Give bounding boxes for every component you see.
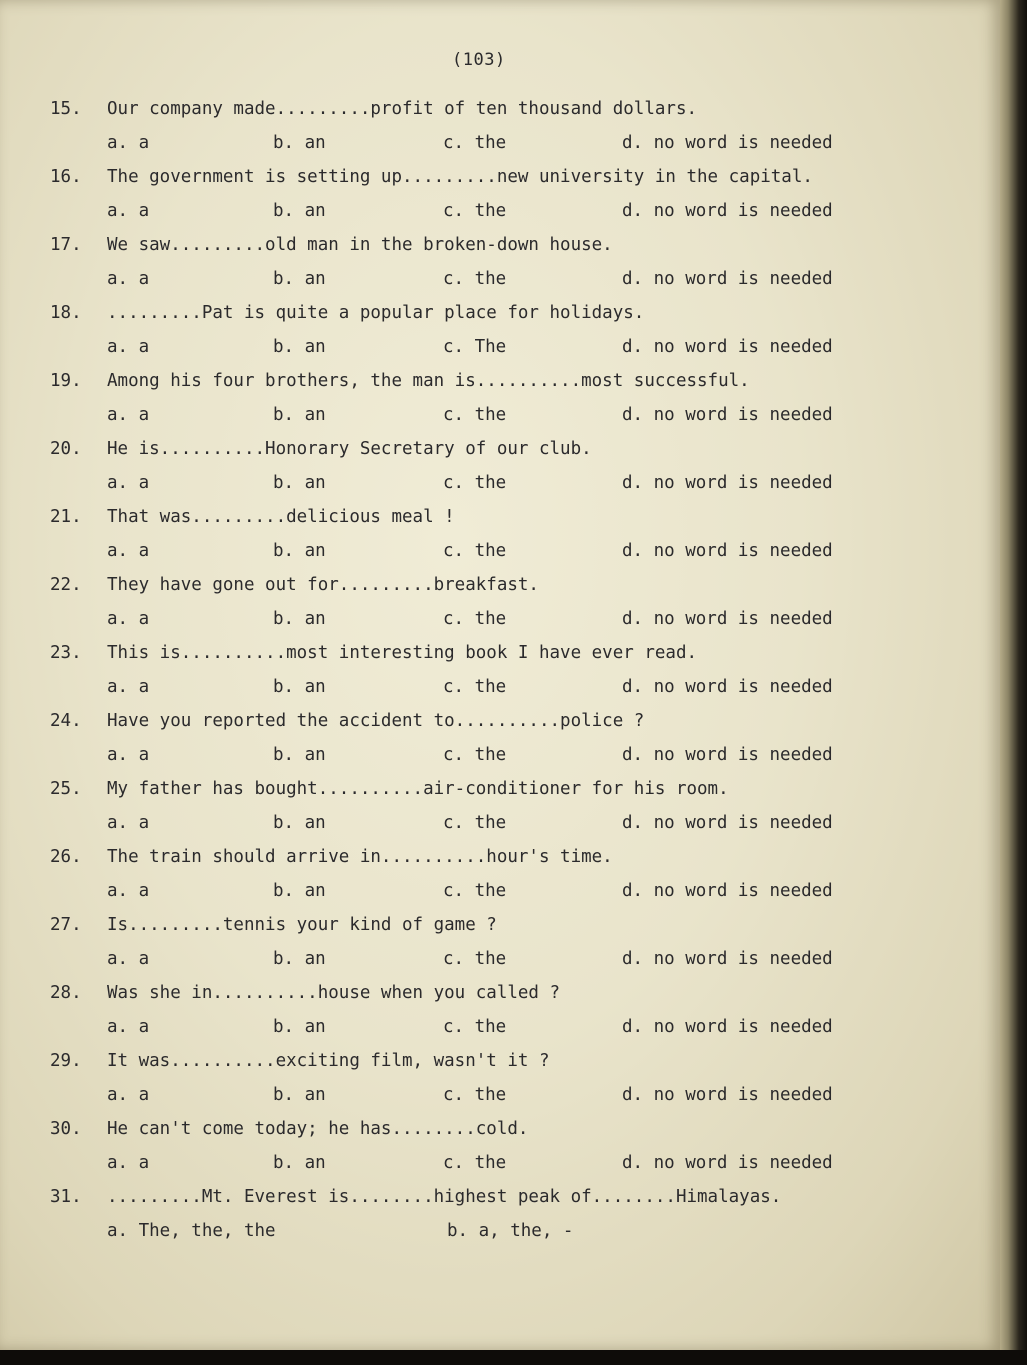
- option-a: a. a: [107, 269, 150, 289]
- question-number: 28.: [50, 983, 82, 1003]
- page-edge-shadow: [1000, 0, 1027, 1365]
- option-d: d. no word is needed: [622, 949, 833, 969]
- option-a: a. a: [107, 133, 150, 153]
- option-a: a. a: [107, 745, 150, 765]
- question-number: 23.: [50, 643, 82, 663]
- question-stem: .........Pat is quite a popular place for holidays.: [107, 303, 645, 323]
- option-b: b. an: [273, 201, 326, 221]
- option-c: c. the: [443, 677, 507, 697]
- question-number: 22.: [50, 575, 82, 595]
- question-number: 29.: [50, 1051, 82, 1071]
- option-d: d. no word is needed: [622, 881, 833, 901]
- option-c: c. the: [443, 201, 507, 221]
- option-a: a. a: [107, 473, 150, 493]
- option-b: b. an: [273, 473, 326, 493]
- question-number: 27.: [50, 915, 82, 935]
- question-number: 21.: [50, 507, 82, 527]
- option-d: d. no word is needed: [622, 745, 833, 765]
- option-a: a. a: [107, 881, 150, 901]
- question-stem: Have you reported the accident to..........police ?: [107, 711, 645, 731]
- question-number: 19.: [50, 371, 82, 391]
- option-d: d. no word is needed: [622, 337, 833, 357]
- option-d: d. no word is needed: [622, 405, 833, 425]
- option-a: a. a: [107, 541, 150, 561]
- option-c: c. the: [443, 405, 507, 425]
- option-a: a. a: [107, 1085, 150, 1105]
- option-d: d. no word is needed: [622, 609, 833, 629]
- question-stem: The government is setting up.........new university in the capital.: [107, 167, 813, 187]
- option-d: d. no word is needed: [622, 1085, 833, 1105]
- question-number: 15.: [50, 99, 82, 119]
- option-a: a. The, the, the: [107, 1221, 276, 1241]
- option-d: d. no word is needed: [622, 541, 833, 561]
- question-stem: .........Mt. Everest is........highest peak of........Himalayas.: [107, 1187, 782, 1207]
- option-c: c. the: [443, 1085, 507, 1105]
- question-stem: This is..........most interesting book I have ever read.: [107, 643, 698, 663]
- option-c: c. The: [443, 337, 507, 357]
- question-stem: He can't come today; he has........cold.: [107, 1119, 529, 1139]
- question-stem: Among his four brothers, the man is..........most successful.: [107, 371, 750, 391]
- option-c: c. the: [443, 609, 507, 629]
- option-c: c. the: [443, 881, 507, 901]
- option-c: c. the: [443, 133, 507, 153]
- page-number: (103): [452, 50, 506, 70]
- option-c: c. the: [443, 745, 507, 765]
- option-b: b. an: [273, 745, 326, 765]
- question-number: 31.: [50, 1187, 82, 1207]
- question-stem: My father has bought..........air-conditioner for his room.: [107, 779, 729, 799]
- bottom-border: [0, 1350, 1027, 1365]
- option-b: b. an: [273, 133, 326, 153]
- option-a: a. a: [107, 337, 150, 357]
- option-c: c. the: [443, 269, 507, 289]
- option-d: d. no word is needed: [622, 1017, 833, 1037]
- option-a: a. a: [107, 813, 150, 833]
- option-c: c. the: [443, 1017, 507, 1037]
- option-a: a. a: [107, 201, 150, 221]
- question-number: 26.: [50, 847, 82, 867]
- question-stem: It was..........exciting film, wasn't it ?: [107, 1051, 550, 1071]
- question-stem: They have gone out for.........breakfast.: [107, 575, 539, 595]
- option-a: a. a: [107, 1017, 150, 1037]
- question-number: 30.: [50, 1119, 82, 1139]
- option-b: b. an: [273, 405, 326, 425]
- question-number: 20.: [50, 439, 82, 459]
- question-stem: Is.........tennis your kind of game ?: [107, 915, 497, 935]
- question-number: 24.: [50, 711, 82, 731]
- option-d: d. no word is needed: [622, 133, 833, 153]
- option-b: b. an: [273, 269, 326, 289]
- option-b: b. an: [273, 949, 326, 969]
- option-c: c. the: [443, 813, 507, 833]
- option-b: b. a, the, -: [447, 1221, 574, 1241]
- question-stem: That was.........delicious meal !: [107, 507, 455, 527]
- option-b: b. an: [273, 813, 326, 833]
- option-b: b. an: [273, 609, 326, 629]
- option-d: d. no word is needed: [622, 473, 833, 493]
- option-a: a. a: [107, 677, 150, 697]
- question-number: 16.: [50, 167, 82, 187]
- option-b: b. an: [273, 881, 326, 901]
- question-number: 18.: [50, 303, 82, 323]
- question-stem: Our company made.........profit of ten thousand dollars.: [107, 99, 698, 119]
- option-d: d. no word is needed: [622, 269, 833, 289]
- question-stem: The train should arrive in..........hour's time.: [107, 847, 613, 867]
- option-c: c. the: [443, 473, 507, 493]
- option-a: a. a: [107, 405, 150, 425]
- option-b: b. an: [273, 1085, 326, 1105]
- question-number: 17.: [50, 235, 82, 255]
- question-stem: Was she in..........house when you called ?: [107, 983, 561, 1003]
- option-d: d. no word is needed: [622, 1153, 833, 1173]
- option-a: a. a: [107, 949, 150, 969]
- option-b: b. an: [273, 337, 326, 357]
- option-c: c. the: [443, 949, 507, 969]
- option-d: d. no word is needed: [622, 677, 833, 697]
- option-b: b. an: [273, 1017, 326, 1037]
- question-number: 25.: [50, 779, 82, 799]
- option-b: b. an: [273, 1153, 326, 1173]
- option-a: a. a: [107, 1153, 150, 1173]
- question-stem: We saw.........old man in the broken-down house.: [107, 235, 613, 255]
- question-stem: He is..........Honorary Secretary of our club.: [107, 439, 592, 459]
- option-a: a. a: [107, 609, 150, 629]
- option-d: d. no word is needed: [622, 201, 833, 221]
- option-c: c. the: [443, 541, 507, 561]
- option-b: b. an: [273, 541, 326, 561]
- option-c: c. the: [443, 1153, 507, 1173]
- option-d: d. no word is needed: [622, 813, 833, 833]
- option-b: b. an: [273, 677, 326, 697]
